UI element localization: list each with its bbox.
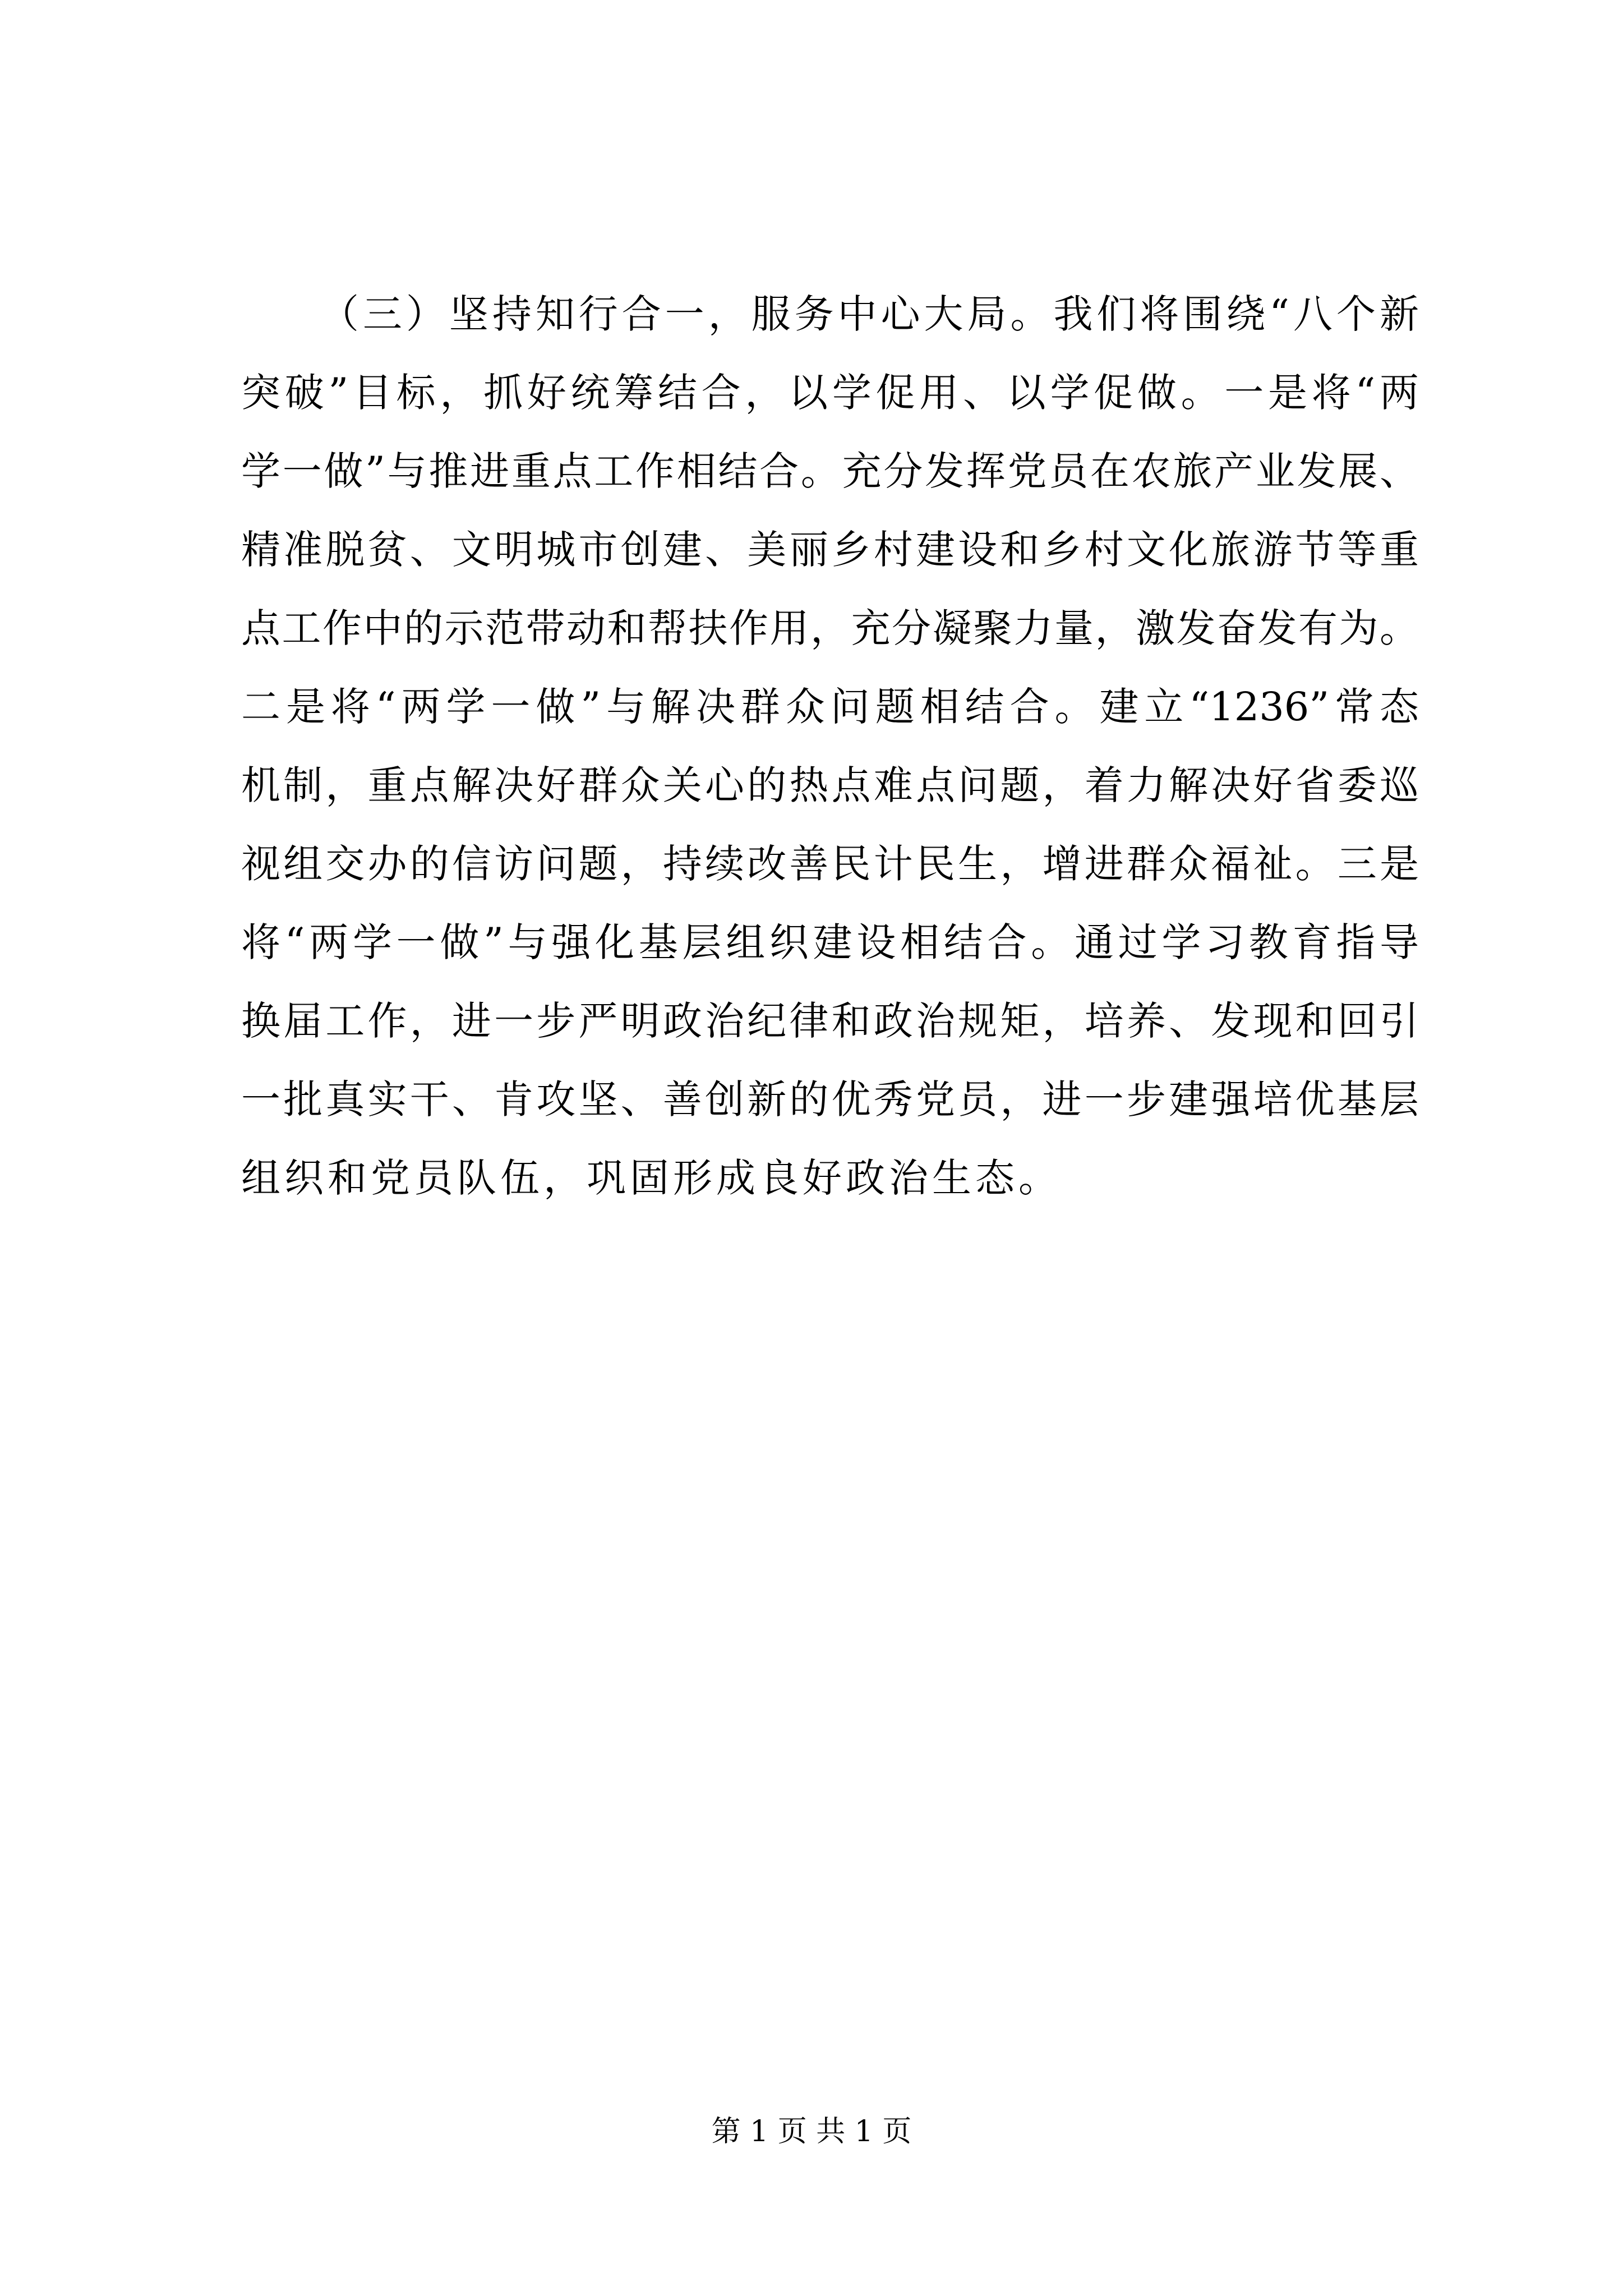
paragraph-line: 视组交办的信访问题，持续改善民计民生，增进群众福祉。三是 bbox=[241, 841, 1419, 887]
page-number-footer: 第 1 页 共 1 页 bbox=[711, 2115, 912, 2148]
paragraph-line: 机制，重点解决好群众关心的热点难点问题，着力解决好省委巡 bbox=[241, 762, 1419, 808]
paragraph-line: （三）坚持知行合一，服务中心大局。我们将围绕“八个新 bbox=[320, 291, 1419, 337]
paragraph-line: 学一做”与推进重点工作相结合。充分发挥党员在农旅产业发展、 bbox=[241, 448, 1419, 494]
paragraph-line: 一批真实干、肯攻坚、善创新的优秀党员，进一步建强培优基层 bbox=[241, 1076, 1419, 1122]
paragraph-line: 点工作中的示范带动和帮扶作用，充分凝聚力量，激发奋发有为。 bbox=[241, 605, 1419, 651]
paragraph-line: 精准脱贫、文明城市创建、美丽乡村建设和乡村文化旅游节等重 bbox=[241, 527, 1419, 573]
paragraph-line: 突破”目标，抓好统筹结合，以学促用、以学促做。一是将“两 bbox=[241, 370, 1419, 416]
paragraph-line: 组织和党员队伍，巩固形成良好政治生态。 bbox=[241, 1155, 1062, 1201]
paragraph-line: 换届工作，进一步严明政治纪律和政治规矩，培养、发现和回引 bbox=[241, 998, 1419, 1044]
paragraph-line: 将“两学一做”与强化基层组织建设相结合。通过学习教育指导 bbox=[241, 919, 1419, 965]
paragraph-line: 二是将“两学一做”与解决群众问题相结合。建立“1236”常态 bbox=[241, 684, 1419, 730]
